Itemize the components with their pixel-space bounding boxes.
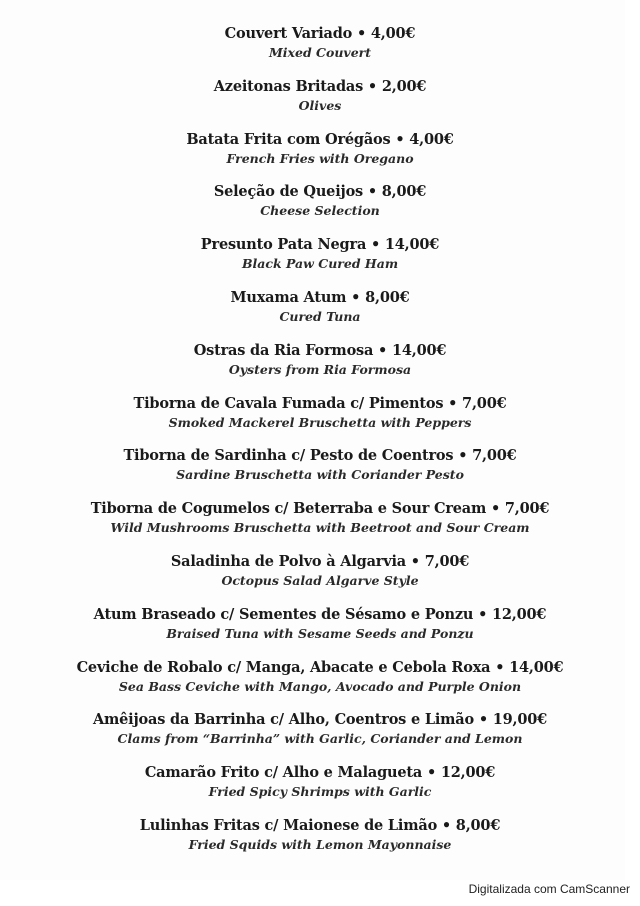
menu-item [0, 763, 640, 801]
menu-item-name: Amêijoas da Barrinha c/ Alho, Coentros e Limão • 19,00€ [92, 711, 548, 729]
menu-item-name: Seleção de Queijos • 8,00€ [213, 183, 427, 201]
menu-item-name: Saladinha de Polvo à Algarvia • 7,00€ [170, 553, 470, 570]
menu-item-translation: Smoked Mackerel Bruschetta with Peppers [168, 414, 472, 430]
menu-item-translation: Fried Spicy Shrimps with Garlic [208, 784, 432, 800]
menu-item-name: Atum Braseado c/ Sementes de Sésamo e Ponzu • 12,00€ [93, 605, 547, 623]
menu-item-name: Ceviche de Robalo c/ Manga, Abacate e Cebola Roxa • 14,00€ [76, 658, 564, 676]
menu-item [0, 24, 640, 62]
menu-item [0, 816, 640, 854]
menu-item-name: Batata Frita com Orégãos • 4,00€ [186, 130, 454, 148]
menu-item [0, 235, 640, 273]
menu-item [0, 446, 640, 484]
menu-item [0, 658, 640, 696]
menu-item-name: Presunto Pata Negra • 14,00€ [200, 236, 440, 254]
menu-item-name: Tiborna de Sardinha c/ Pesto de Coentros • 7,00€ [123, 447, 517, 465]
menu-item [0, 499, 640, 537]
menu-item-name: Couvert Variado • 4,00€ [224, 25, 416, 42]
menu-item [0, 710, 640, 748]
menu-item-name: Camarão Frito c/ Alho e Malagueta • 12,00€ [144, 764, 496, 782]
menu-item-translation: Sea Bass Ceviche with Mango, Avocado and Purple Onion [118, 678, 522, 694]
menu-item-name: Tiborna de Cogumelos c/ Beterraba e Sour Cream • 7,00€ [90, 500, 550, 518]
menu-item-translation: Mixed Couvert [268, 45, 372, 60]
menu-item-translation: Olives [298, 97, 342, 113]
menu-item [0, 288, 640, 326]
scanner-watermark: Digitalizada com CamScanner [468, 882, 630, 896]
menu-item-translation: Braised Tuna with Sesame Seeds and Ponzu [166, 625, 474, 641]
menu-item [0, 182, 640, 220]
menu-item-name: Azeitonas Britadas • 2,00€ [213, 77, 427, 95]
menu-item [0, 77, 640, 115]
menu-item-name: Lulinhas Fritas c/ Maionese de Limão • 8,00€ [139, 817, 501, 834]
menu-item-translation: Clams from “Barrinha” with Garlic, Coriander and Lemon [117, 731, 523, 747]
menu-item-translation: Black Paw Cured Ham [241, 256, 399, 272]
menu-item [0, 552, 640, 590]
menu-item-translation: Sardine Bruschetta with Coriander Pesto [176, 467, 464, 483]
menu-item [0, 605, 640, 643]
menu-item [0, 341, 640, 379]
menu-item [0, 130, 640, 168]
menu-item-translation: Oysters from Ria Formosa [228, 361, 412, 377]
menu-item [0, 394, 640, 432]
menu-item-translation: Cheese Selection [260, 203, 380, 219]
menu-item-translation: Fried Squids with Lemon Mayonnaise [188, 837, 452, 852]
menu-item-translation: Cured Tuna [279, 309, 361, 324]
menu-item-translation: Octopus Salad Algarve Style [221, 573, 419, 588]
menu-item-translation: Wild Mushrooms Bruschetta with Beetroot and Sour Cream [110, 520, 530, 536]
menu-item-name: Muxama Atum • 8,00€ [230, 289, 410, 306]
menu-item-name: Tiborna de Cavala Fumada c/ Pimentos • 7,00€ [133, 394, 507, 412]
menu-item-translation: French Fries with Oregano [226, 150, 414, 166]
menu-item-name: Ostras da Ria Formosa • 14,00€ [193, 341, 447, 359]
